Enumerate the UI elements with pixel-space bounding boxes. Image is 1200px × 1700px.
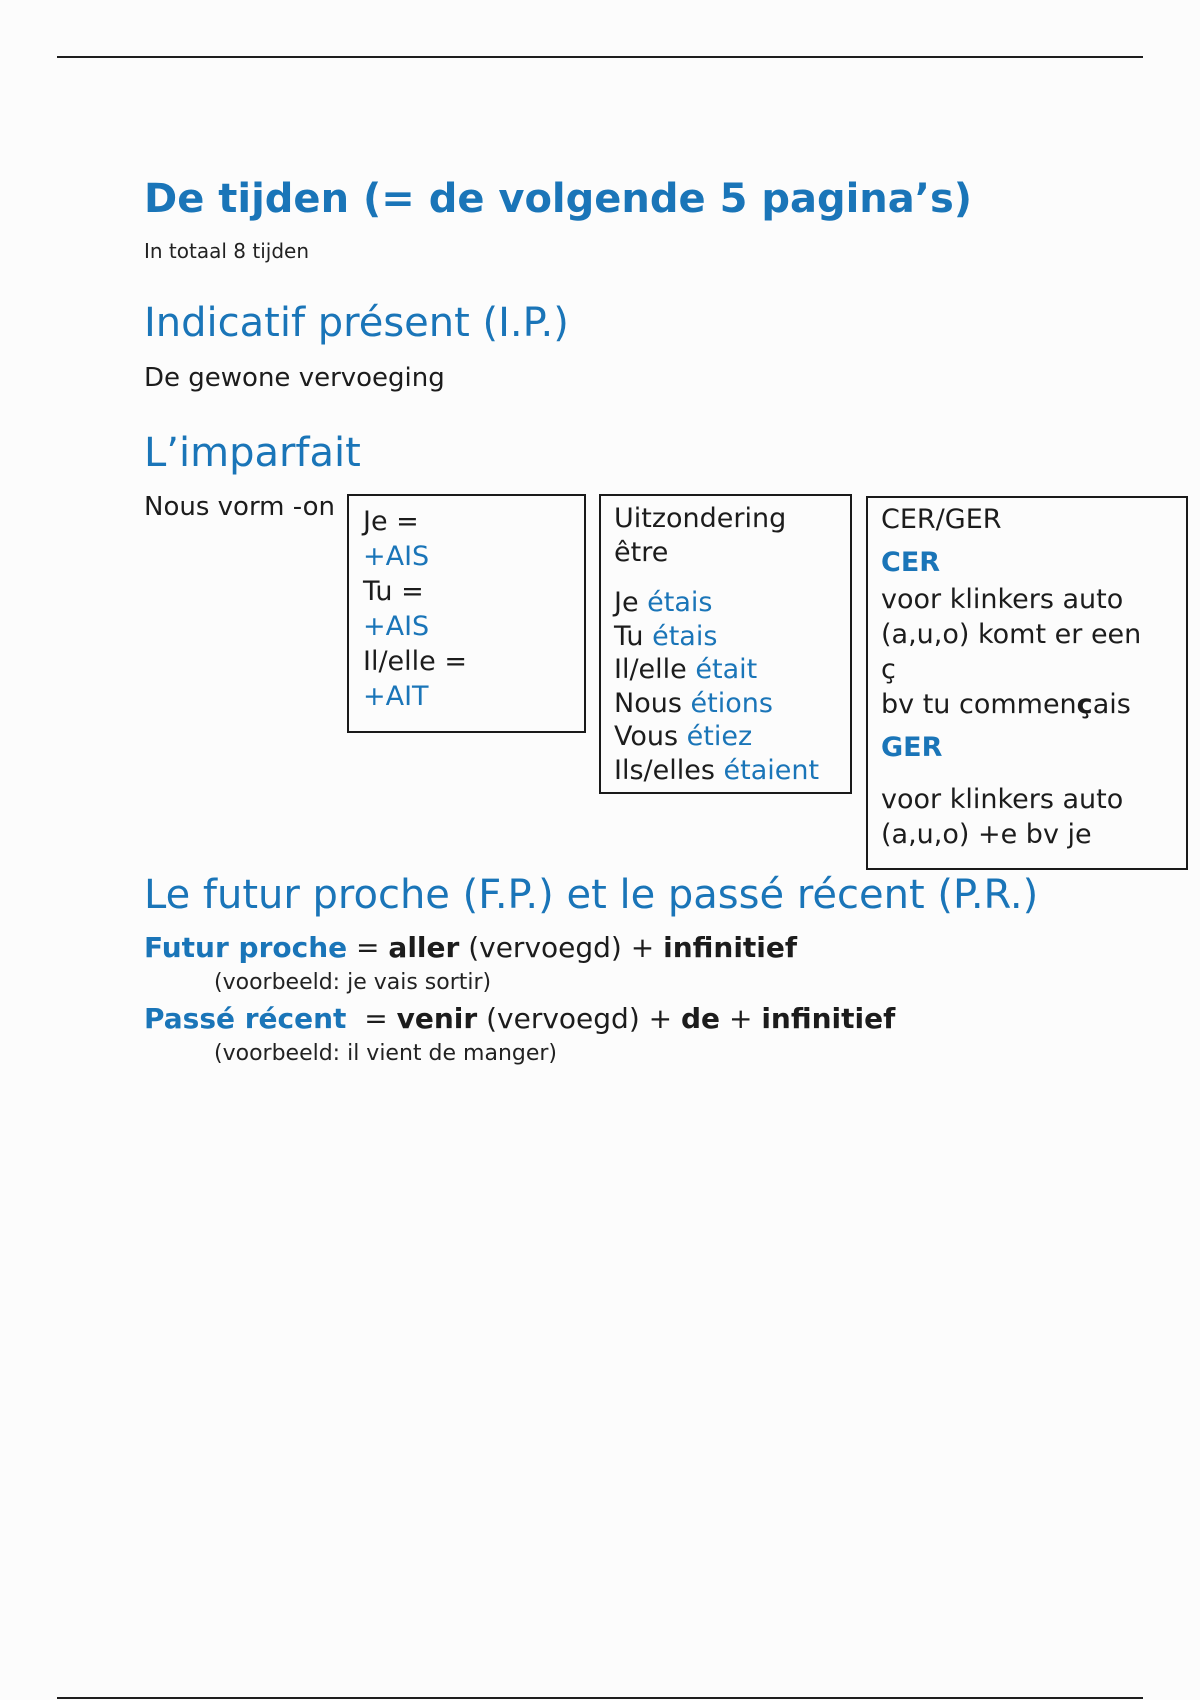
endings-line: +AIT (363, 681, 429, 712)
conjugation-row: Vous étiez (614, 721, 753, 752)
ger-line: voor klinkers auto (881, 784, 1124, 815)
ger-line: (a,u,o) +e bv je (881, 819, 1092, 850)
endings-line: +AIS (363, 611, 430, 642)
top-rule (57, 56, 1143, 58)
cer-label: CER (881, 547, 941, 578)
passe-recent-example: (voorbeeld: il vient de manger) (214, 1041, 558, 1066)
conjugation-row: Ils/elles étaient (614, 754, 820, 786)
heading-indicatif-present: Indicatif présent (I.P.) (144, 300, 569, 346)
cer-line: ç (881, 654, 896, 685)
etre-box-verb: être (614, 536, 669, 568)
cer-line: (a,u,o) komt er een (881, 619, 1142, 650)
futur-proche-example: (voorbeeld: je vais sortir) (214, 970, 492, 995)
futur-proche-label: Futur proche (144, 931, 348, 964)
conjugation-row: Il/elle était (614, 654, 758, 685)
endings-line: +AIS (363, 541, 430, 572)
futur-proche-rule: Futur proche = aller (vervoegd) + infinitief (144, 931, 798, 964)
cer-line: voor klinkers auto (881, 584, 1124, 615)
indicatif-present-text: De gewone vervoeging (144, 363, 445, 393)
conjugation-row: Nous étions (614, 687, 773, 719)
page-title: De tijden (= de volgende 5 pagina’s) (144, 176, 973, 222)
endings-line: Je = (363, 506, 419, 537)
endings-line: Il/elle = (363, 646, 467, 677)
etre-exception-box (599, 494, 852, 794)
imparfait-endings-box (347, 494, 586, 733)
heading-futur-passe: Le futur proche (F.P.) et le passé récent (P.R.) (144, 872, 1039, 918)
imparfait-text: Nous vorm -on (144, 492, 336, 522)
conjugation-row: Tu étais (614, 620, 718, 652)
passe-recent-label: Passé récent (144, 1002, 347, 1035)
conjugation-row: Je étais (614, 587, 713, 618)
ger-label: GER (881, 732, 943, 763)
cer-ger-title: CER/GER (881, 504, 1002, 535)
heading-imparfait: L’imparfait (144, 430, 361, 476)
cer-example: bv tu commençais (881, 689, 1131, 720)
passe-recent-rule: Passé récent = venir (vervoegd) + de + infinitief (144, 1002, 896, 1035)
endings-line: Tu = (363, 576, 424, 607)
etre-box-title: Uitzondering (614, 503, 787, 534)
bottom-rule (57, 1697, 1143, 1699)
cer-ger-box (866, 496, 1188, 870)
page-subtitle: In totaal 8 tijden (144, 239, 309, 263)
